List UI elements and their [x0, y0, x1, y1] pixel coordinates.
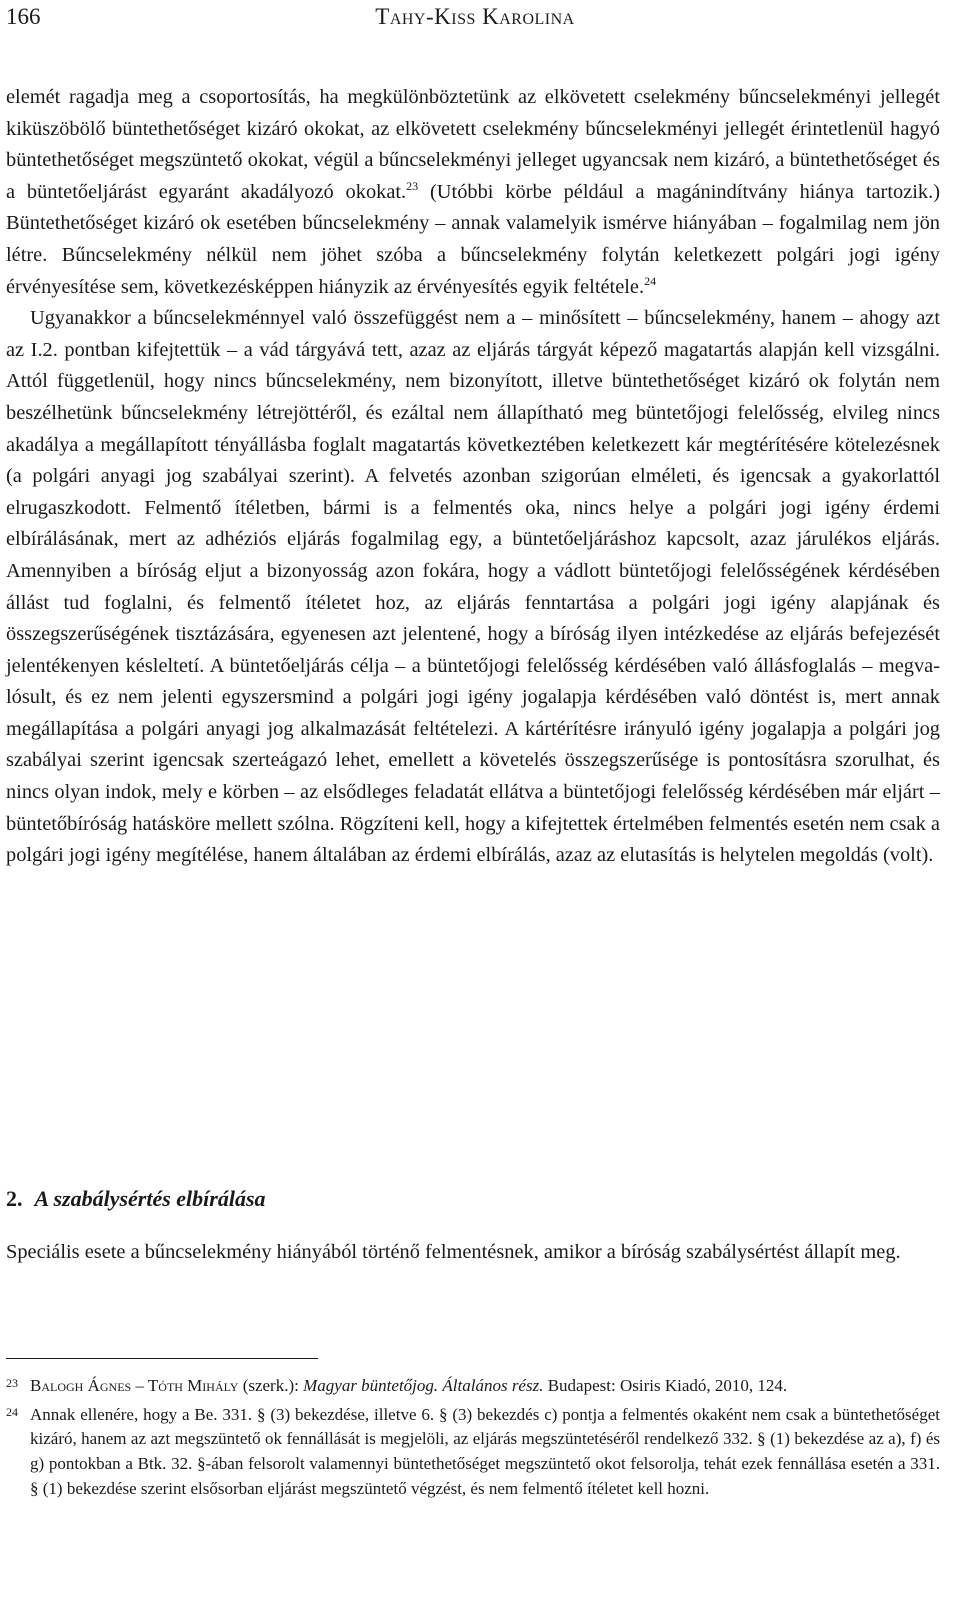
footnote-24 [6, 1403, 940, 1502]
footnote-ref-24[interactable]: 24 [644, 273, 657, 288]
section-number: 2. [6, 1186, 23, 1211]
section-paragraph: Speciális esete a bűncselekmény hiányából történő felmentésnek, amikor a bíróság szabálysértést állapít meg. [6, 1241, 901, 1263]
footnote-text: Annak ellenére, hogy a Be. 331. § (3) bekezdése, illetve 6. § (3) bekezdés c) pontja a felmentés okaként nem csak a büntethetőséget kizáró, hanem az azt megszüntető ok fennállását is megjelöli, az eljárás megszüntetéséről rendelkező 332. § (1) bekezdése az a), f) és g) pontokban a Btk. 32. §-ában felsorolt valamennyi büntethetőséget megszüntető okot felsorolja, tehát ezek fennállása esetén a 331. § (1) bekezdése szerint elsősorban eljárást megszüntető végzést, és nem felmentő ítéletet kell hozni. [30, 1404, 940, 1498]
body-text [6, 82, 940, 872]
paragraph-1 [6, 82, 940, 303]
footnote-divider [6, 1358, 318, 1359]
paragraph-1-text-a: elemét ragadja meg a csoportosítás, ha megkülönböztetünk az elkövetett cselekmény bűncselekményi jellegét kiküszöbölő büntethetőséget kizáró okokat, az elkövetett cselekmény bűncselekményi jellegét érintetlenül hagyó büntethetőséget megszüntető okokat, végül a bűncselekményi jelleget ugyancsak nem kizáró, a büntethetőséget és a büntetőeljárást egyaránt akadályozó okokat. [6, 86, 940, 203]
footnote-book-title: Magyar büntetőjog. Általános rész. [303, 1376, 544, 1395]
footnote-ref-23[interactable]: 23 [406, 178, 419, 193]
paragraph-2: Ugyanakkor a bűncselekménnyel való összefüggést nem a – minősített – bűncselekmény, hanem – ahogy azt az I.2. pontban kifejtettük – a vád tárgyává tett, azaz az eljárás tárgyát képező magatartás alapján kell vizsgálni. Attól függetlenül, hogy nincs bűncselekmény, nem bizonyított, illetve büntethetőséget kizáró ok folytán nem beszélhetünk bűncselekmény létrejöttéről, és ezáltal nem állapítható meg büntetőjogi felelősség, elvileg nincs akadálya a megállapított tényállásba foglalt magatartás következtében keletkezett kár megtérítésére kötelezésnek (a polgári anyagi jog szabályai szerint). A felvetés azonban szigorúan elméleti, és igencsak a gyakorlattól elrugaszkodott. Felmentő ítéletben, bármi is a felmentés oka, nincs helye a polgári jogi igény érdemi elbírálásának, mert az adhéziós eljárás fogalmilag egy, a büntetőeljáráshoz kapcsolt, azaz járulékos eljárás. Amennyiben a bíróság eljut a bizonyosság azon fokára, hogy a vádlott büntetőjogi felelősségének kérdésében állást tud foglalni, és felmentő ítéletet hoz, az eljárás fenntartása a polgári jogi igény alapjának és összegszerűségének tisztázására, egyenesen azt jelentené, hogy a bíróság ilyen intézkedése az eljárás befejezését jelentékenyen késleltetí. A büntetőeljárás célja – a büntetőjogi felelősség kérdésében való állásfoglalás – megvalósult, és ez nem jelenti egyszersmind a polgári jogi igény jogalapja kérdésében való döntést is, mert annak megállapítása a polgári anyagi jog alkalmazását feltételezi. A kártérítésre irányuló igény jogalapja a polgári jog szabályai szerint igencsak szerteágazó lehet, emellett a követelés összegszerűsége is pontosításra szorulhat, és nincs olyan indok, mely e körben – az elsődleges feladatát ellátva a büntetőjogi felelősség kérdésében már eljárt – büntetőbíróság hatásköre mellett szólna. Rögzíteni kell, hogy a kifejtettek értelmében felmentés esetén nem csak a polgári jogi igény megítélése, hanem általában az érdemi elbírálás, azaz az elutasítás is helytelen megoldás (volt). [6, 307, 940, 867]
footnote-publisher: Budapest: Osiris Kiadó, 2010, 124. [543, 1376, 788, 1395]
paragraph-1-text-b: (Utóbbi körbe például a magánindítvány hiánya tartozik.) Büntethetőséget kizáró ok esetében bűncselekmény – annak valamelyik ismérve hiányában – fogalmilag nem jön létre. Bűncselekmény nélkül nem jöhet szóba a bűncselekmény folytán keletkezett polgári jogi igény érvényesítése sem, következésképpen hiányzik az érvényesítés egyik feltétele. [6, 180, 940, 298]
footnote-number: 24 [6, 1404, 18, 1419]
section-title: A szabálysértés elbírálása [34, 1186, 266, 1211]
footnote-authors: Balogh Ágnes – Tóth Mihály [30, 1376, 239, 1395]
footnote-number: 23 [6, 1376, 18, 1390]
page-number: 166 [6, 4, 41, 29]
running-head [6, 4, 944, 34]
running-title: Tahy-Kiss Karolina [375, 4, 575, 29]
footnote-23 [6, 1374, 940, 1399]
footnotes [6, 1374, 940, 1506]
section-heading [6, 1186, 266, 1212]
footnote-eds: (szerk.): [238, 1376, 304, 1395]
